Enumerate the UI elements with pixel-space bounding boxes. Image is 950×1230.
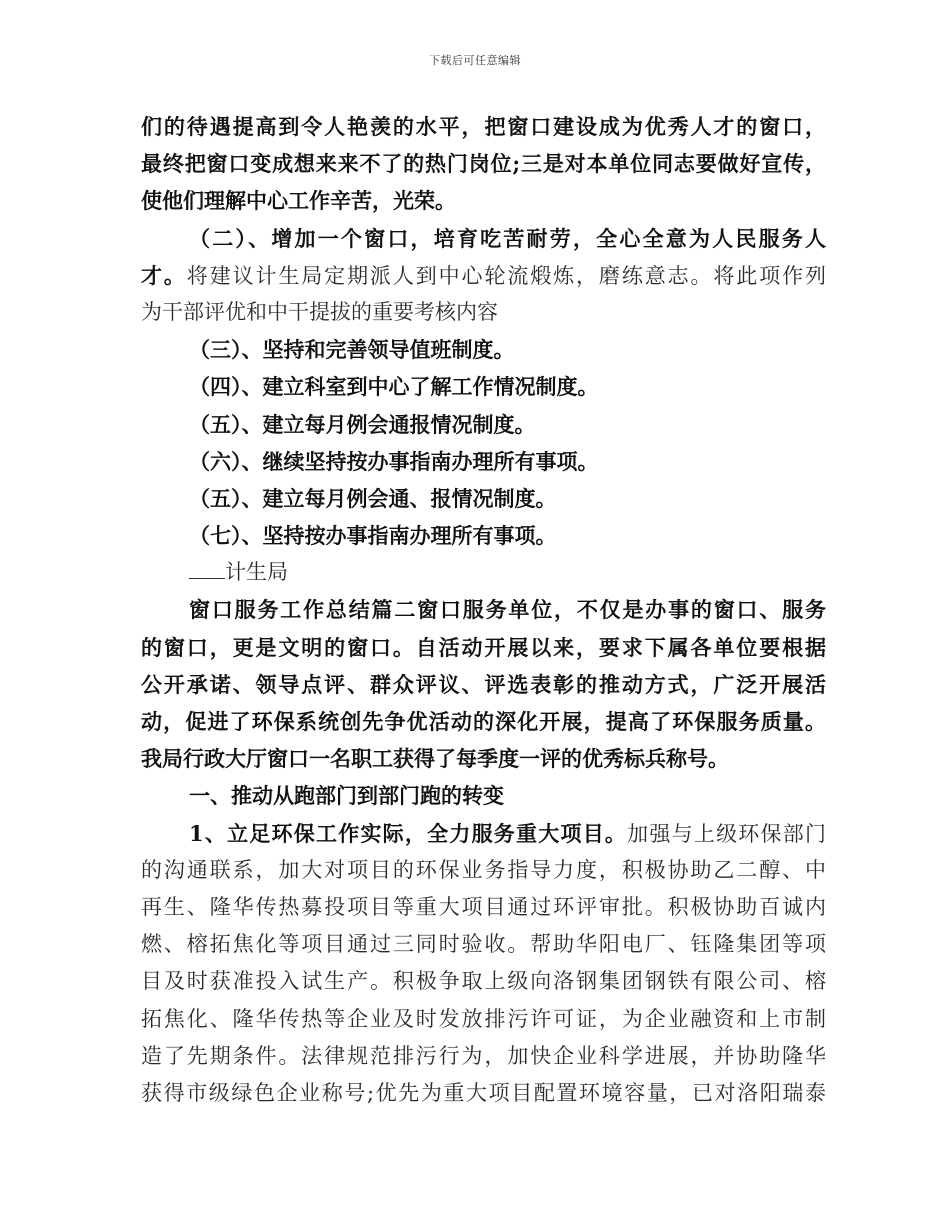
signature-blank [189,560,225,579]
paragraph-line: 获得市级绿色企业称号;优先为重大项目配置环境容量，已对洛阳瑞泰 [141,1080,826,1105]
paragraph-line: 我局行政大厅窗口一名职工获得了每季度一评的优秀标兵称号。 [141,746,729,772]
subheading-inline: 1、立足环保工作实际，全力服务重大项目。 [189,820,628,846]
section-heading-2: （二）、增加一个窗口，培育吃苦耐劳，全心全意为人民服务人 [189,225,826,251]
list-item: （三）、坚持和完善领导值班制度。 [189,337,515,363]
paragraph-line: 为干部评优和中干提拔的重要考核内容 [141,299,498,324]
paragraph-line [141,257,826,294]
paragraph-line: 动，促进了环保系统创先争优活动的深化开展，提高了环保服务质量。 [141,709,826,734]
list-item: （五）、建立每月例会通报情况制度。 [189,411,536,437]
paragraph-line: 燃、榕拓焦化等项目通过三同时验收。帮助华阳电厂、钰隆集团等项 [141,932,826,957]
paragraph-line: 公开承诺、领导点评、群众评议、评选表彰的推动方式，广泛开展活 [141,671,826,697]
list-item: （六）、继续坚持按办事指南办理所有事项。 [189,448,599,474]
paragraph-line: 窗口服务工作总结篇二窗口服务单位，不仅是办事的窗口、服务 [189,597,826,623]
page-header-note: 下载后可任意编辑 [429,54,521,67]
paragraph-line: 们的待遇提高到令人艳羡的水平，把窗口建设成为优秀人才的窗口， [141,114,826,139]
paragraph-line [141,815,826,852]
list-item: （四）、建立科室到中心了解工作情况制度。 [189,374,599,400]
paragraph-line: 造了先期条件。法律规范排污行为，加快企业科学进展，并协助隆华 [141,1043,826,1068]
paragraph-line: 最终把窗口变成想来来不了的热门岗位;三是对本单位同志要做好宣传， [141,151,826,177]
paragraph-text: 将建议计生局定期派人到中心轮流煅炼，磨练意志。将此项作列 [186,263,827,288]
paragraph-line: 拓焦化、隆华传热等企业及时发放排污许可证，为企业融资和上市制 [141,1006,826,1031]
heading-tail: 才。 [141,262,187,288]
list-item: （七）、坚持按办事指南办理所有事项。 [189,523,557,549]
paragraph-text: 加强与上级环保部门 [627,821,826,846]
paragraph-line: 使他们理解中心工作辛苦，光荣。 [141,188,456,214]
paragraph-line: 的窗口，更是文明的窗口。自活动开展以来，要求下属各单位要根据 [141,634,826,660]
list-item: （五）、建立每月例会通、报情况制度。 [189,485,557,511]
signature-text: 计生局 [225,560,288,585]
signature-line [141,554,826,591]
paragraph-line: 目及时获准投入试生产。积极争取上级向洛钢集团钢铁有限公司、榕 [141,969,826,994]
document-body [141,108,826,1112]
section-heading-1: 一、推动从跑部门到部门跑的转变 [189,783,504,809]
paragraph-line: 的沟通联系，加大对项目的环保业务指导力度，积极协助乙二醇、中 [141,857,826,882]
paragraph-line: 再生、隆华传热募投项目等重大项目通过环评审批。积极协助百诚内 [141,894,826,919]
